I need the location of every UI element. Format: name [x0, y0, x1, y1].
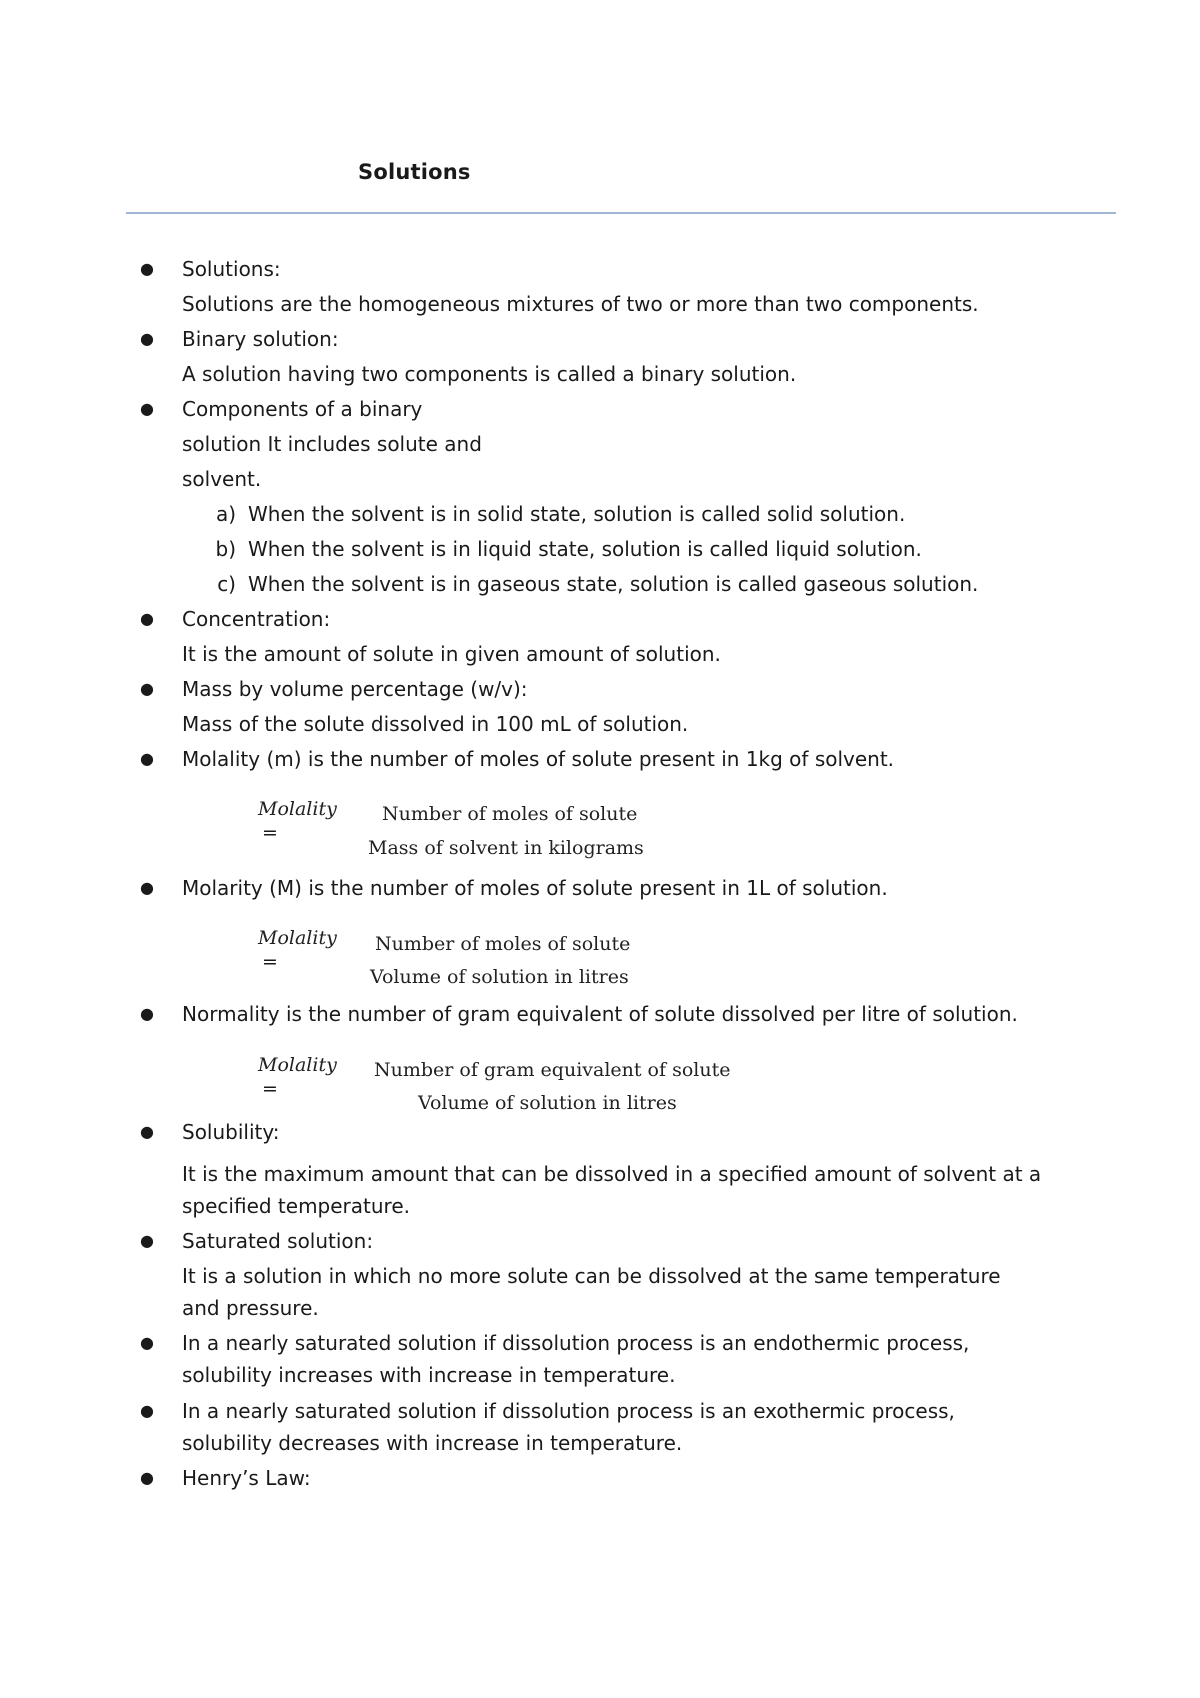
formula-equals: = — [262, 822, 278, 844]
formula-equals: = — [262, 1078, 278, 1100]
formula-equals: = — [262, 951, 278, 973]
bullet-heading: Normality is the number of gram equivalent of solute dissolved per litre of solution. — [182, 1002, 1018, 1026]
bullet-icon: ● — [140, 878, 154, 897]
bullet-heading: Molarity (M) is the number of moles of solute present in 1L of solution. — [182, 876, 888, 900]
bullet-icon: ● — [140, 1333, 154, 1352]
sub-item-marker: a) — [215, 502, 236, 526]
formula-denominator: Mass of solvent in kilograms — [368, 837, 644, 859]
bullet-heading: Concentration: — [182, 607, 331, 631]
bullet-icon: ● — [140, 1401, 154, 1420]
sub-item-marker: b) — [215, 537, 236, 561]
bullet-heading: Henry’s Law: — [182, 1466, 311, 1490]
bullet-text: Solutions are the homogeneous mixtures of two or more than two components. — [182, 292, 979, 316]
sub-item-text: When the solvent is in solid state, solution is called solid solution. — [248, 502, 906, 526]
bullet-text: A solution having two components is called a binary solution. — [182, 362, 797, 386]
sub-item — [192, 535, 922, 563]
sub-item-marker: c) — [217, 572, 236, 596]
sub-item — [192, 500, 905, 528]
bullet-text: solvent. — [182, 467, 262, 491]
bullet-text: Components of a binary — [182, 397, 423, 421]
bullet-text: In a nearly saturated solution if dissolution process is an endothermic process, — [182, 1331, 970, 1355]
sub-item-text: When the solvent is in gaseous state, solution is called gaseous solution. — [248, 572, 979, 596]
bullet-text: It is the maximum amount that can be dissolved in a specified amount of solvent at a — [182, 1162, 1042, 1186]
formula-lhs: Molality — [258, 1054, 337, 1076]
formula-numerator: Number of moles of solute — [375, 933, 631, 955]
bullet-icon: ● — [140, 259, 154, 278]
bullet-icon: ● — [140, 1468, 154, 1487]
title-rule — [126, 212, 1116, 214]
bullet-icon: ● — [140, 749, 154, 768]
bullet-icon: ● — [140, 329, 154, 348]
bullet-text: In a nearly saturated solution if dissolution process is an exothermic process, — [182, 1399, 955, 1423]
formula-lhs: Molality — [258, 927, 337, 949]
bullet-heading: Binary solution: — [182, 327, 339, 351]
sub-item-text: When the solvent is in liquid state, solution is called liquid solution. — [248, 537, 922, 561]
bullet-icon: ● — [140, 399, 154, 418]
bullet-icon: ● — [140, 1231, 154, 1250]
bullet-text: Mass of the solute dissolved in 100 mL of solution. — [182, 712, 689, 736]
bullet-icon: ● — [140, 1004, 154, 1023]
page-title: Solutions — [358, 160, 471, 184]
bullet-heading: Saturated solution: — [182, 1229, 374, 1253]
bullet-text: specified temperature. — [182, 1194, 410, 1218]
bullet-icon: ● — [140, 609, 154, 628]
bullet-text: It is a solution in which no more solute can be dissolved at the same temperature — [182, 1264, 1001, 1288]
sub-item — [192, 570, 978, 598]
bullet-heading: Mass by volume percentage (w/v): — [182, 677, 528, 701]
bullet-text: solubility decreases with increase in temperature. — [182, 1431, 683, 1455]
bullet-heading: Solutions: — [182, 257, 281, 281]
bullet-icon: ● — [140, 1122, 154, 1141]
formula-numerator: Number of moles of solute — [382, 803, 638, 825]
formula-denominator: Volume of solution in litres — [418, 1092, 677, 1114]
bullet-heading: Solubility: — [182, 1120, 280, 1144]
formula-lhs: Molality — [258, 798, 337, 820]
bullet-text: and pressure. — [182, 1296, 319, 1320]
bullet-icon: ● — [140, 679, 154, 698]
bullet-text: solubility increases with increase in temperature. — [182, 1363, 676, 1387]
bullet-text: solution It includes solute and — [182, 432, 482, 456]
bullet-text: It is the amount of solute in given amount of solution. — [182, 642, 721, 666]
bullet-heading: Molality (m) is the number of moles of solute present in 1kg of solvent. — [182, 747, 895, 771]
formula-denominator: Volume of solution in litres — [370, 966, 629, 988]
formula-numerator: Number of gram equivalent of solute — [374, 1059, 731, 1081]
